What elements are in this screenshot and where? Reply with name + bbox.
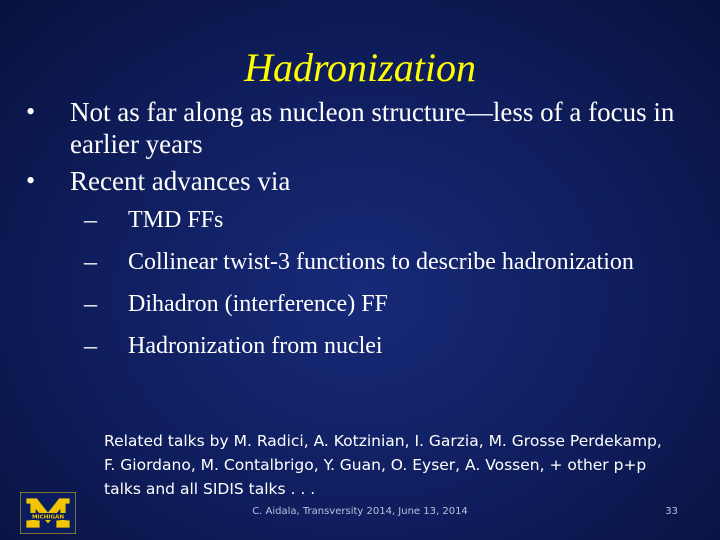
bullet-icon: •: [26, 166, 36, 195]
sub-bullet-item: [70, 289, 702, 319]
slide-title: Hadronization: [244, 45, 476, 90]
sub-bullet-text: Hadronization from nuclei: [128, 333, 383, 359]
slide-footer: C. Aidala, Transversity 2014, June 13, 2014: [252, 506, 468, 517]
bullet-text: Recent advances via: [70, 166, 291, 196]
dash-icon: –: [84, 289, 97, 318]
michigan-logo-icon: [20, 492, 76, 534]
bullet-list: [22, 96, 702, 373]
sub-bullet-text: Dihadron (interference) FF: [128, 291, 388, 317]
sub-bullet-list: [70, 205, 702, 361]
dash-icon: –: [84, 205, 97, 234]
sub-bullet-item: [70, 205, 702, 235]
page-number: 33: [665, 506, 678, 517]
sub-bullet-text: TMD FFs: [128, 207, 224, 233]
dash-icon: –: [84, 331, 97, 360]
bullet-item: [22, 96, 702, 160]
dash-icon: –: [84, 247, 97, 276]
bullet-item: [22, 165, 702, 361]
sub-bullet-text: Collinear twist-3 functions to describe hadronization: [128, 249, 634, 275]
sub-bullet-item: [70, 247, 702, 277]
related-talks-note: Related talks by M. Radici, A. Kotzinian, I. Garzia, M. Grosse Perdekamp, F. Giordano, M. Contalbrigo, Y. Guan, O. Eyser, A. Vossen, + other p+p talks and all SIDIS talks . . .: [104, 432, 662, 498]
bullet-icon: •: [26, 97, 36, 126]
bullet-text: Not as far along as nucleon structure—less of a focus in earlier years: [70, 97, 675, 159]
logo-text: MICHIGAN: [31, 514, 65, 521]
sub-bullet-item: [70, 331, 702, 361]
